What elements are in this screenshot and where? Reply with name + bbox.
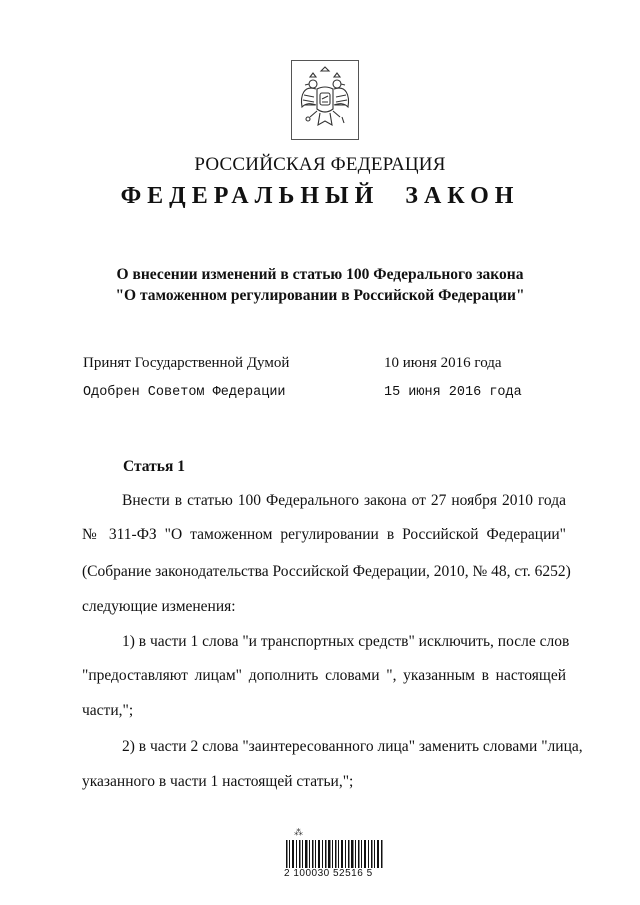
- law-title-line-2: "О таможенном регулировании в Российской Федерации": [115, 287, 525, 304]
- article-heading: Статья 1: [123, 458, 185, 475]
- article-line: 1) в части 1 слова "и транспортных средств" исключить, после слов: [122, 633, 570, 650]
- document-barcode: [278, 828, 398, 888]
- approved-by-council-date: 15 июня 2016 года: [384, 385, 522, 400]
- adopted-by-duma-date: 10 июня 2016 года: [384, 355, 502, 371]
- state-emblem: [291, 60, 359, 140]
- double-headed-eagle-icon: [296, 65, 354, 135]
- article-line: (Собрание законодательства Российской Федерации, 2010, № 48, ст. 6252): [82, 563, 571, 580]
- adopted-by-duma-label: Принят Государственной Думой: [83, 355, 290, 371]
- article-line: Внести в статью 100 Федерального закона от 27 ноября 2010 года: [122, 492, 566, 509]
- article-line: "предоставляют лицам" дополнить словами ", указанным в настоящей: [82, 667, 566, 684]
- approved-by-council-label: Одобрен Советом Федерации: [83, 385, 286, 400]
- law-title: [0, 264, 640, 306]
- law-type-heading: ФЕДЕРАЛЬНЫЙ ЗАКОН: [120, 183, 520, 209]
- barcode-bars: [286, 840, 386, 868]
- barcode-number: 2 100030 52516 5: [284, 868, 373, 879]
- article-line: указанного в части 1 настоящей статьи,";: [82, 773, 354, 790]
- article-line: следующие изменения:: [82, 598, 236, 615]
- article-line: № 311-ФЗ "О таможенном регулировании в Российской Федерации": [82, 526, 566, 543]
- article-line: части,";: [82, 702, 134, 719]
- law-title-line-1: О внесении изменений в статью 100 Федерального закона: [116, 266, 524, 283]
- article-line: 2) в части 2 слова "заинтересованного лица" заменить словами "лица,: [122, 738, 583, 755]
- barcode-corner-mark-icon: ⁂: [294, 828, 303, 838]
- country-heading: РОССИЙСКАЯ ФЕДЕРАЦИЯ: [194, 154, 446, 175]
